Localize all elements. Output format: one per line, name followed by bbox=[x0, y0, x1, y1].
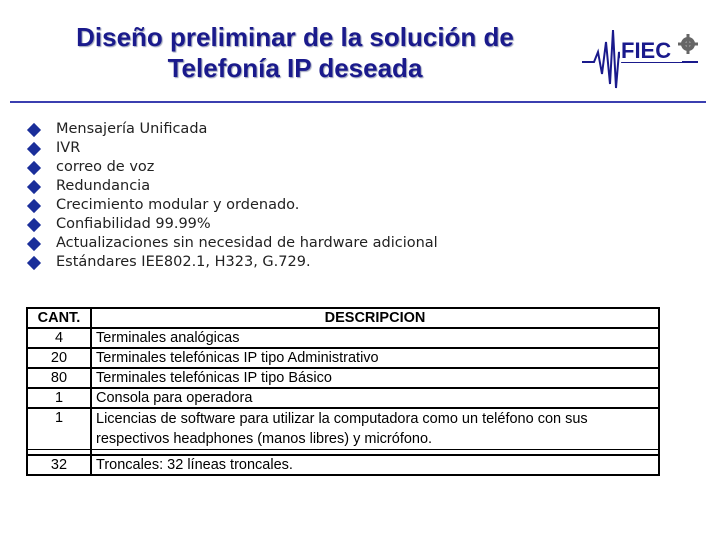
table-row bbox=[27, 328, 659, 348]
desc-cell: Troncales: 32 líneas troncales. bbox=[91, 455, 659, 475]
diamond-bullet-icon bbox=[27, 198, 41, 212]
table-row bbox=[27, 388, 659, 408]
diamond-bullet-icon bbox=[27, 160, 41, 174]
qty-cell: 1 bbox=[27, 408, 91, 450]
table-row bbox=[27, 455, 659, 475]
header-cant: CANT. bbox=[27, 308, 91, 328]
desc-cell: Terminales telefónicas IP tipo Administrativo bbox=[91, 348, 659, 368]
slide-title-line1: Diseño preliminar de la solución de bbox=[76, 22, 514, 52]
feature-list bbox=[26, 120, 438, 272]
qty-cell: 32 bbox=[27, 455, 91, 475]
diamond-bullet-icon bbox=[27, 255, 41, 269]
table-row bbox=[27, 408, 659, 450]
diamond-bullet-icon bbox=[27, 122, 41, 136]
diamond-bullet-icon bbox=[27, 217, 41, 231]
table-row bbox=[27, 348, 659, 368]
qty-cell: 4 bbox=[27, 328, 91, 348]
desc-cell: Consola para operadora bbox=[91, 388, 659, 408]
slide-title bbox=[40, 22, 550, 84]
list-item: Confiabilidad 99.99% bbox=[26, 215, 438, 234]
title-divider bbox=[10, 101, 706, 103]
equipment-table bbox=[26, 307, 660, 476]
table-row bbox=[27, 368, 659, 388]
slide-title-line2: Telefonía IP deseada bbox=[167, 53, 423, 83]
qty-cell: 1 bbox=[27, 388, 91, 408]
diamond-bullet-icon bbox=[27, 236, 41, 250]
table-header-row bbox=[27, 308, 659, 328]
list-item: Redundancia bbox=[26, 177, 438, 196]
diamond-bullet-icon bbox=[27, 179, 41, 193]
diamond-bullet-icon bbox=[27, 141, 41, 155]
header-descripcion: DESCRIPCION bbox=[91, 308, 659, 328]
fiec-logo-text: FIEC bbox=[621, 38, 672, 63]
fiec-logo bbox=[580, 22, 700, 92]
list-item: Mensajería Unificada bbox=[26, 120, 438, 139]
list-item: Estándares IEE802.1, H323, G.729. bbox=[26, 253, 438, 272]
list-item: IVR bbox=[26, 139, 438, 158]
desc-cell: Terminales telefónicas IP tipo Básico bbox=[91, 368, 659, 388]
desc-cell: Licencias de software para utilizar la computadora como un teléfono con sus respectivos headphones (manos libres) y micrófono. bbox=[91, 408, 659, 450]
list-item: Actualizaciones sin necesidad de hardware adicional bbox=[26, 234, 438, 253]
list-item: correo de voz bbox=[26, 158, 438, 177]
desc-cell: Terminales analógicas bbox=[91, 328, 659, 348]
qty-cell: 80 bbox=[27, 368, 91, 388]
list-item: Crecimiento modular y ordenado. bbox=[26, 196, 438, 215]
qty-cell: 20 bbox=[27, 348, 91, 368]
